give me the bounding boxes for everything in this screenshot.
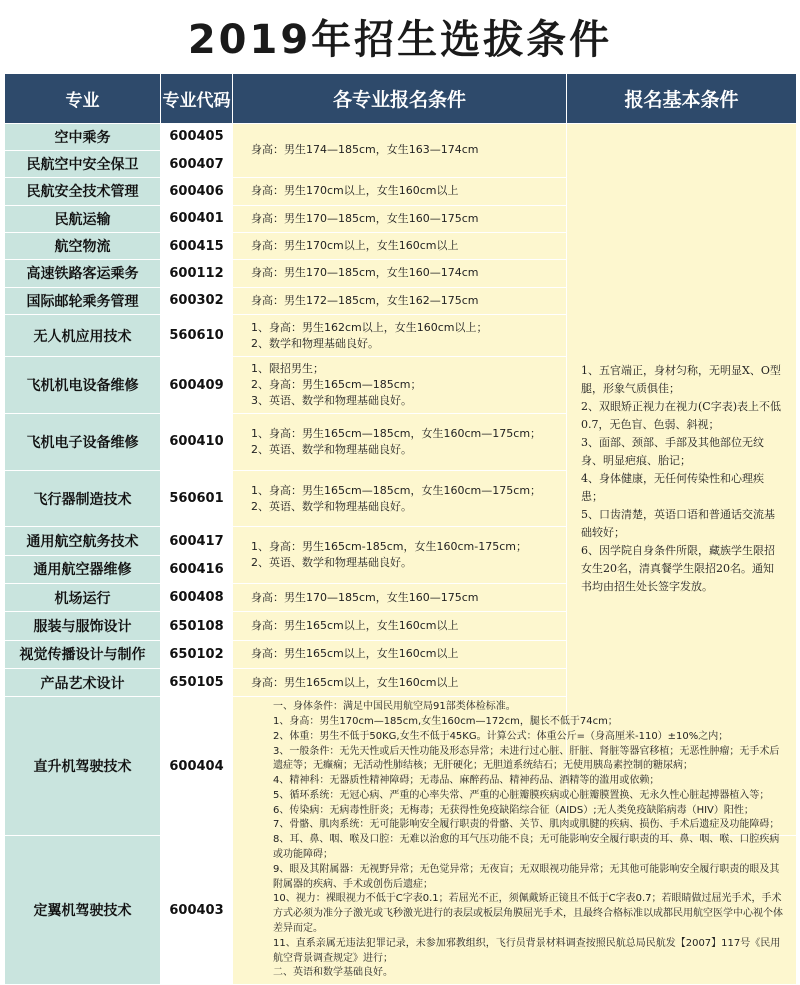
condition-line: 1、身高：男生165cm—185cm，女生160cm—175cm； xyxy=(251,426,542,440)
major-code: 600406 xyxy=(161,178,233,205)
major-name: 产品艺术设计 xyxy=(5,669,161,697)
pilot-condition-item: 5、循环系统：无冠心病、严重的心率失常、严重的心脏瓣膜疾病或心脏瓣膜置换、无永久性心脏起搏器植入等； xyxy=(273,789,770,801)
major-name: 服装与服饰设计 xyxy=(5,612,161,640)
major-name: 无人机应用技术 xyxy=(5,314,161,357)
basic-condition-item: 6、因学院自身条件所限，藏族学生限招女生20名，清真餐学生限招20名。通知书均由招生处长签字发放。 xyxy=(581,544,775,594)
major-name: 通用航空器维修 xyxy=(5,555,161,583)
table-row xyxy=(5,123,797,150)
major-condition xyxy=(233,527,567,584)
major-code: 600112 xyxy=(161,260,233,287)
admission-table xyxy=(4,73,797,985)
major-code: 600302 xyxy=(161,287,233,314)
pilot-condition-item: 4、精神科：无器质性精神障碍；无毒品、麻醉药品、精神药品、酒精等的滥用或依赖； xyxy=(273,775,660,787)
page-title: 2019年招生选拔条件 xyxy=(187,16,613,63)
condition-line: 2、英语、数学和物理基础良好。 xyxy=(251,556,412,570)
major-name: 民航安全技术管理 xyxy=(5,178,161,205)
major-code: 600401 xyxy=(161,205,233,232)
major-name: 飞行器制造技术 xyxy=(5,470,161,527)
header-row xyxy=(5,74,797,124)
pilot-condition-item: 3、一般条件：无先天性或后天性功能及形态异常；未进行过心脏、肝脏、肾脏等器官移植；无恶性肿瘤；无手术后遗症等；无癫痫；无活动性肺结核；无肝硬化；无胆道系统结石；无使用胰岛素控制的糖尿病； xyxy=(273,745,780,772)
major-code: 560601 xyxy=(161,470,233,527)
header-code: 专业代码 xyxy=(161,74,233,124)
major-code: 600417 xyxy=(161,527,233,555)
major-code: 560610 xyxy=(161,314,233,357)
major-code: 650102 xyxy=(161,640,233,668)
major-name: 通用航空航务技术 xyxy=(5,527,161,555)
major-condition: 身高：男生170cm以上，女生160cm以上 xyxy=(233,232,567,259)
basic-condition-item: 5、口齿清楚，英语口语和普通话交流基础较好； xyxy=(581,508,775,540)
pilot-conditions xyxy=(233,697,797,985)
major-condition: 身高：男生170—185cm，女生160—174cm xyxy=(233,260,567,287)
pilot-condition-item: 11、直系亲属无违法犯罪记录，未参加邪教组织，飞行员背景材料调查按照民航总局民航发【2007】117号《民用航空背景调查规定》进行； xyxy=(273,937,781,964)
basic-condition-item: 4、身体健康，无任何传染性和心理疾患； xyxy=(581,472,764,504)
major-name: 高速铁路客运乘务 xyxy=(5,260,161,287)
major-condition xyxy=(233,314,567,357)
basic-condition-item: 2、双眼矫正视力在视力(C字表)表上不低0.7，无色盲、色弱、斜视； xyxy=(581,400,781,432)
major-condition: 身高：男生165cm以上，女生160cm以上 xyxy=(233,612,567,640)
pilot-condition-item: 8、耳、鼻、咽、喉及口腔：无难以治愈的耳气压功能不良；无可能影响安全履行职责的耳、鼻、咽、喉、口腔疾病或功能障碍； xyxy=(273,834,780,861)
condition-line: 2、数学和物理基础良好。 xyxy=(251,336,379,350)
pilot-condition-item: 一、身体条件：满足中国民用航空局91部类体检标准。 xyxy=(273,701,516,713)
major-code: 600410 xyxy=(161,414,233,471)
major-code: 600416 xyxy=(161,555,233,583)
table-row xyxy=(5,697,797,836)
condition-line: 2、英语、数学和物理基础良好。 xyxy=(251,442,412,456)
major-code: 650108 xyxy=(161,612,233,640)
condition-line: 3、英语、数学和物理基础良好。 xyxy=(251,394,412,408)
basic-condition-item: 1、五官端正，身材匀称，无明显X、O型腿，形象气质俱佳； xyxy=(581,364,781,396)
major-name: 定翼机驾驶技术 xyxy=(5,836,161,985)
major-condition: 身高：男生172—185cm，女生162—175cm xyxy=(233,287,567,314)
pilot-condition-item: 1、身高：男生170cm—185cm,女生160cm—172cm，腿长不低于74cm； xyxy=(273,715,618,727)
major-name: 国际邮轮乘务管理 xyxy=(5,287,161,314)
major-name: 飞机机电设备维修 xyxy=(5,357,161,414)
condition-line: 2、身高：男生165cm—185cm； xyxy=(251,378,422,392)
major-name: 航空物流 xyxy=(5,232,161,259)
header-basic: 报名基本条件 xyxy=(567,74,797,124)
major-code: 600405 xyxy=(161,123,233,150)
major-code: 600404 xyxy=(161,697,233,836)
header-major: 专业 xyxy=(5,74,161,124)
pilot-condition-item: 7、骨骼、肌肉系统：无可能影响安全履行职责的骨骼、关节、肌肉或肌腱的疾病、损伤、手术后遗症及功能障碍； xyxy=(273,819,780,831)
pilot-condition-item: 9、眼及其附属器：无视野异常；无色觉异常；无夜盲；无双眼视功能异常；无其他可能影响安全履行职责的眼及其附属器的疾病、手术或创伤后遗症； xyxy=(273,863,780,890)
major-code: 600403 xyxy=(161,836,233,985)
major-code: 600408 xyxy=(161,584,233,612)
condition-line: 1、限招男生； xyxy=(251,362,324,376)
major-code: 600415 xyxy=(161,232,233,259)
major-code: 600407 xyxy=(161,150,233,177)
major-name: 直升机驾驶技术 xyxy=(5,697,161,836)
pilot-condition-item: 6、传染病：无病毒性肝炎；无梅毒；无获得性免疫缺陷综合征（AIDS）;无人类免疫缺陷病毒（HIV）阳性； xyxy=(273,804,754,816)
pilot-condition-item: 10、视力：裸眼视力不低于C字表0.1；若屈光不正，须佩戴矫正镜且不低于C字表0.7；若眼睛做过屈光手术，手术方式必须为准分子激光或飞秒激光进行的表层或板层角膜屈光手术，且最终合格标准以成都民用航空医学中心视个体差异而定。 xyxy=(273,893,783,935)
major-name: 视觉传播设计与制作 xyxy=(5,640,161,668)
condition-line: 2、英语、数学和物理基础良好。 xyxy=(251,499,412,513)
condition-line: 1、身高：男生162cm以上，女生160cm以上； xyxy=(251,320,488,334)
major-code: 600409 xyxy=(161,357,233,414)
major-condition: 身高：男生170—185cm，女生160—175cm xyxy=(233,205,567,232)
major-condition xyxy=(233,414,567,471)
basic-condition-item: 3、面部、颈部、手部及其他部位无纹身、明显疤痕、胎记； xyxy=(581,436,764,468)
major-condition xyxy=(233,470,567,527)
header-conditions: 各专业报名条件 xyxy=(233,74,567,124)
major-condition xyxy=(233,357,567,414)
major-name: 民航运输 xyxy=(5,205,161,232)
major-condition: 身高：男生165cm以上，女生160cm以上 xyxy=(233,669,567,697)
major-condition: 身高：男生174—185cm，女生163—174cm xyxy=(233,123,567,178)
major-condition: 身高：男生170cm以上，女生160cm以上 xyxy=(233,178,567,205)
condition-line: 1、身高：男生165cm-185cm，女生160cm-175cm； xyxy=(251,540,527,554)
major-name: 飞机电子设备维修 xyxy=(5,414,161,471)
major-condition: 身高：男生165cm以上，女生160cm以上 xyxy=(233,640,567,668)
major-name: 民航空中安全保卫 xyxy=(5,150,161,177)
condition-line: 1、身高：男生165cm—185cm，女生160cm—175cm； xyxy=(251,483,542,497)
major-code: 650105 xyxy=(161,669,233,697)
major-name: 空中乘务 xyxy=(5,123,161,150)
major-condition: 身高：男生170—185cm，女生160—175cm xyxy=(233,584,567,612)
pilot-condition-item: 二、英语和数学基础良好。 xyxy=(273,967,393,979)
major-name: 机场运行 xyxy=(5,584,161,612)
pilot-condition-item: 2、体重：男生不低于50KG,女生不低于45KG。计算公式：体重公斤=（身高厘米-110）±10%之内； xyxy=(273,730,729,742)
